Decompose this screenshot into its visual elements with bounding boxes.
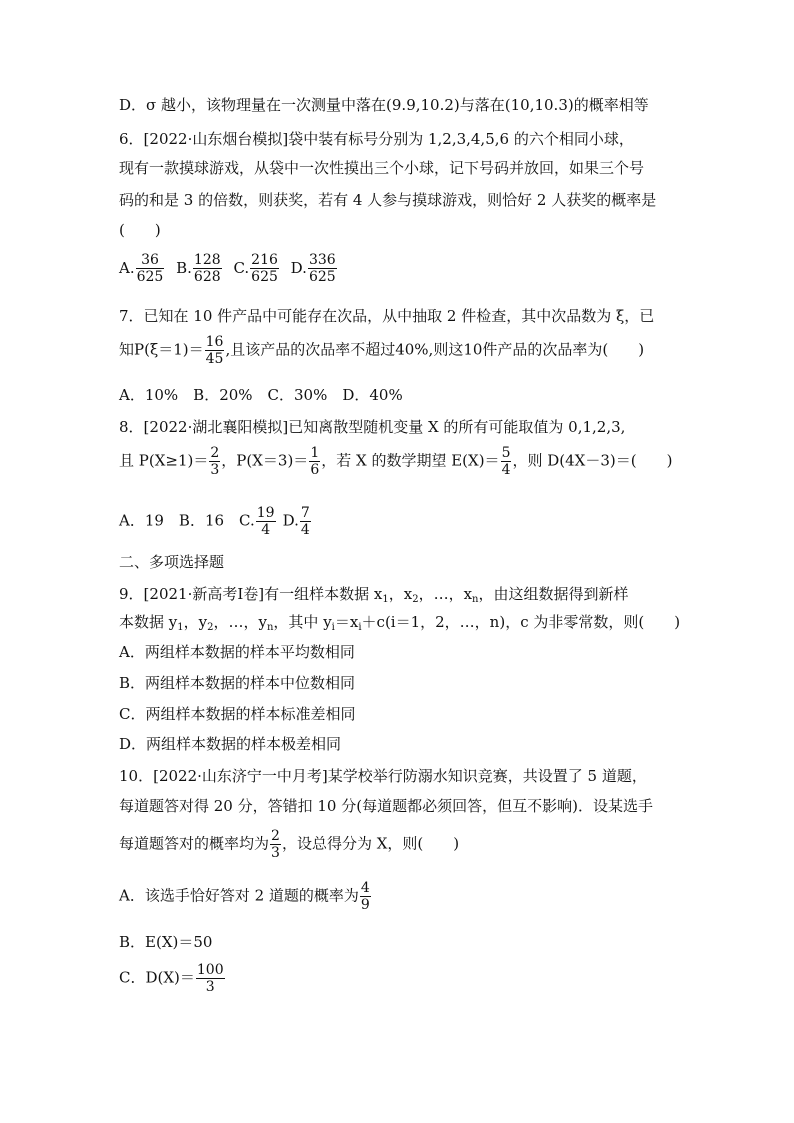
q9-option-c: C．两组样本数据的样本标准差相同	[119, 705, 356, 723]
option-d-prev: D．σ 越小，该物理量在一次测量中落在(9.9,10.2)与落在(10,10.3)的概率相等	[119, 96, 649, 114]
q6-line1: 6．[2022·山东烟台模拟]袋中装有标号分别为 1,2,3,4,5,6 的六个相同小球，	[119, 130, 634, 148]
q9-option-d: D．两组样本数据的样本极差相同	[119, 735, 342, 753]
q10-line3: 每道题答对的概率均为 $\frac{2}{3}$ ，设总得分为 X，则( )	[119, 828, 460, 861]
q10-option-c: C．D(X)＝ $\frac{100}{3}$	[119, 962, 224, 995]
section-heading: 二、多项选择题	[119, 553, 225, 571]
q7-options: A．10% B．20% C．30% D．40%	[119, 386, 403, 404]
q10-option-b: B．E(X)＝50	[119, 933, 213, 951]
q6-line2: 现有一款摸球游戏，从袋中一次性摸出三个小球，记下号码并放回，如果三个号	[119, 159, 645, 177]
q9-option-b: B．两组样本数据的样本中位数相同	[119, 674, 356, 692]
q6-option-b: B. $\frac{128}{628}$	[176, 252, 221, 285]
q6-option-d: D. $\frac{336}{625}$	[290, 252, 336, 285]
q7-line2: 知P(ξ＝1)＝ $\frac{16}{45}$ ,且该产品的次品率不超过40%,则这10件产品的次品率为( )	[119, 334, 645, 367]
q6-line4: ( )	[119, 221, 161, 239]
q10-option-a: A．该选手恰好答对 2 道题的概率为 $\frac{4}{9}$	[119, 880, 370, 913]
q6-options	[119, 252, 338, 285]
q9-line2: 本数据 $y_1$，$y_2$，…，$y_n$，其中 $y_i=x_i+c(i=1$，2，…，n)，c 为非零常数，则( )	[119, 613, 681, 633]
q7-line1: 7．已知在 10 件产品中可能存在次品，从中抽取 2 件检查，其中次品数为 ξ，已	[119, 307, 655, 325]
q8-line1: 8．[2022·湖北襄阳模拟]已知离散型随机变量 X 的所有可能取值为 0,1,2,3,	[119, 418, 626, 436]
q8-line2: 且 P(X≥1)＝ $\frac{2}{3}$ ，P(X＝3)＝ $\frac{1}{6}$ ，若 X 的数学期望 E(X)＝ $\frac{5}{4}$ ，则 D(4X－3)＝( )	[119, 445, 673, 478]
q10-line1: 10．[2022·山东济宁一中月考]某学校举行防溺水知识竞赛，共设置了 5 道题，	[119, 767, 647, 785]
q7-fraction: $\frac{16}{45}$	[205, 334, 224, 367]
q6-line3: 码的和是 3 的倍数，则获奖，若有 4 人参与摸球游戏，则恰好 2 人获奖的概率是	[119, 191, 657, 209]
q10-line2: 每道题答对得 20 分，答错扣 10 分(每道题都必须回答，但互不影响)．设某选手	[119, 797, 653, 815]
q9-line1: 9．[2021·新高考Ⅰ卷]有一组样本数据 $x_1$，$x_2$，…，$x_n$，由这组数据得到新样	[119, 585, 629, 605]
q6-option-a: A. $\frac{36}{625}$	[119, 252, 164, 285]
q8-options: A．19 B．16 C. $\frac{19}{4}$ D. $\frac{7}{4}$	[119, 505, 310, 538]
q6-option-c: C. $\frac{216}{625}$	[233, 252, 278, 285]
q9-option-a: A．两组样本数据的样本平均数相同	[119, 643, 355, 661]
